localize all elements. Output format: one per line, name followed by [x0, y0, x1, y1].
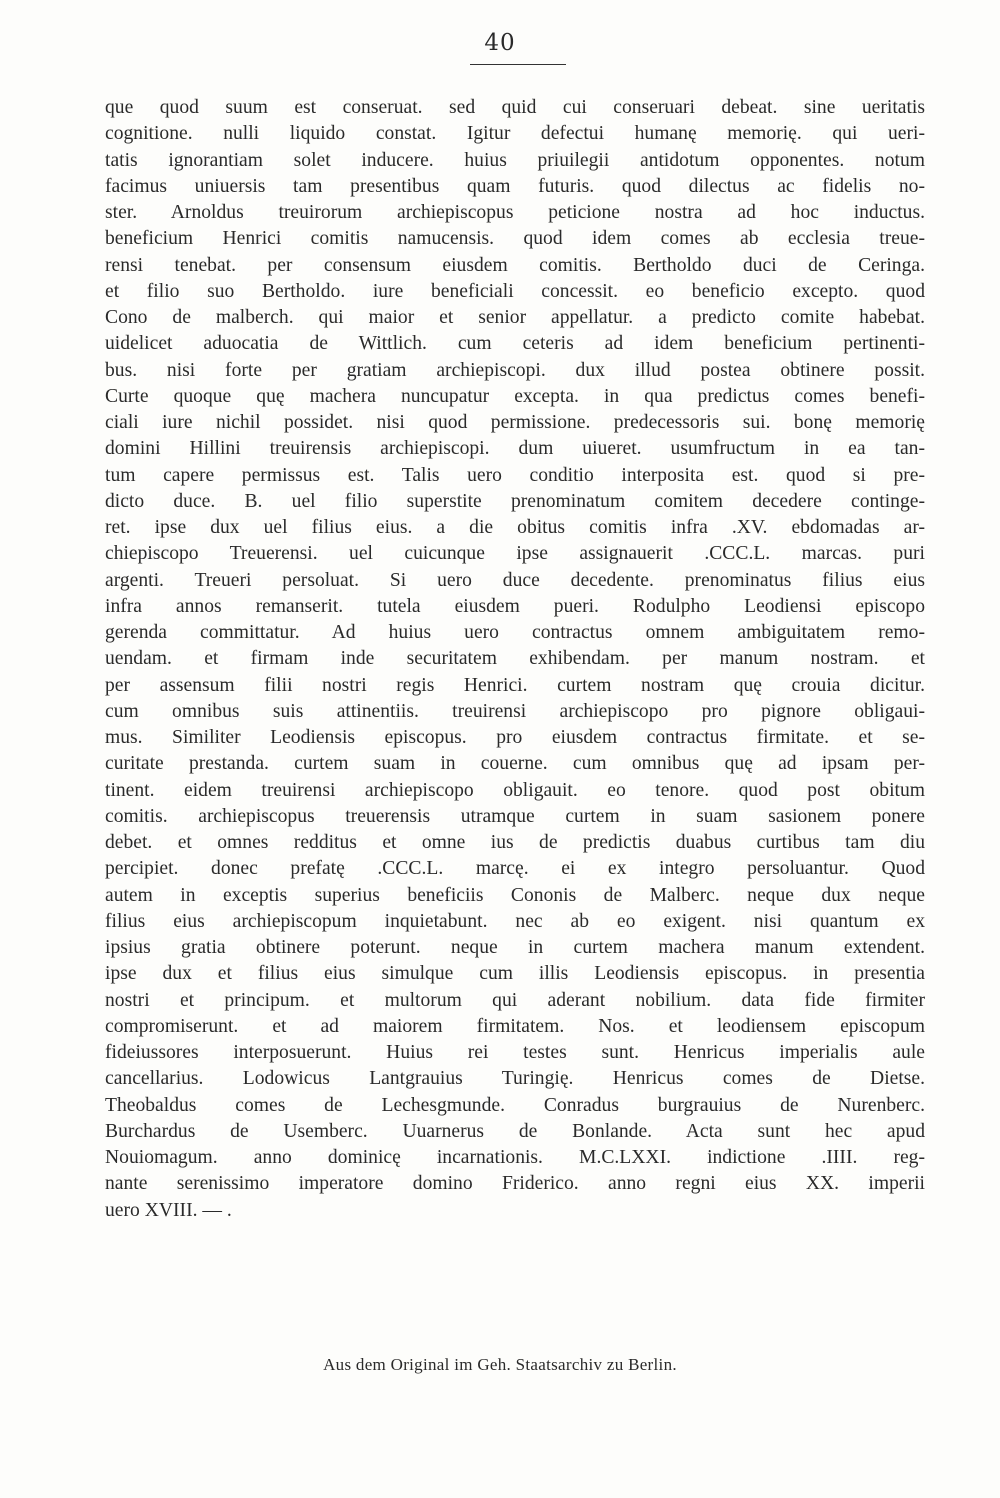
text-line: Burchardus de Usemberc. Uuarnerus de Bonlande. Acta sunt hec apud: [105, 1120, 925, 1142]
text-line: uidelicet aduocatia de Wittlich. cum ceteris ad idem beneficium pertinenti-: [105, 333, 925, 355]
text-line: cancellarius. Lodowicus Lantgrauius Turingię. Henricus comes de Dietse.: [105, 1068, 925, 1090]
text-line: tatis ignorantiam solet inducere. huius priuilegii antidotum opponentes. notum: [105, 149, 925, 171]
header-rule: [470, 64, 566, 65]
text-line: curitate prestanda. curtem suam in couerne. cum omnibus quę ad ipsam per-: [105, 753, 925, 775]
text-line: uendam. et firmam inde securitatem exhibendam. per manum nostram. et: [105, 648, 925, 670]
text-line: Nouiomagum. anno dominicę incarnationis. M.C.LXXI. indictione .IIII. reg-: [105, 1147, 925, 1168]
text-line: tum capere permissus est. Talis uero conditio interposita est. quod si pre-: [105, 464, 925, 486]
text-line: ciali iure nichil possidet. nisi quod permissione. predecessoris sui. bonę memorię: [105, 412, 925, 433]
text-line: et filio suo Bertholdo. iure beneficiali concessit. eo beneficio excepto. quod: [105, 280, 925, 302]
page-number: 40: [484, 30, 516, 56]
text-line: argenti. Treueri persoluat. Si uero duce decedente. prenominatus filius eius: [105, 569, 925, 591]
text-line: bus. nisi forte per gratiam archiepiscopi. dux illud postea obtinere possit.: [105, 359, 925, 381]
text-line: filius eius archiepiscopum inquietabunt. nec ab eo exigent. nisi quantum ex: [105, 910, 925, 932]
text-line: gerenda committatur. Ad huius uero contractus omnem ambiguitatem remo-: [105, 622, 925, 643]
text-line: domini Hillini treuirensis archiepiscopi. dum uiueret. usumfructum in ea tan-: [105, 438, 925, 460]
charter-text: [105, 95, 925, 1224]
text-line: cognitione. nulli liquido constat. Igitur defectui humanę memorię. qui ueri-: [105, 123, 925, 145]
text-line: mus. Similiter Leodiensis episcopus. pro eiusdem contractus firmitate. et se-: [105, 727, 925, 748]
text-line: nostri et principum. et multorum qui aderant nobilium. data fide firmiter: [105, 989, 925, 1011]
text-line: uero XVIII. — .: [105, 1199, 232, 1221]
text-line: que quod suum est conseruat. sed quid cui conseruari debeat. sine ueritatis: [105, 97, 925, 118]
text-line: dicto duce. B. uel filio superstite prenominatum comitem decedere continge-: [105, 490, 925, 512]
text-line: facimus uniuersis tam presentibus quam futuris. quod dilectus ac fidelis no-: [105, 175, 925, 197]
text-line: percipiet. donec prefatę .CCC.L. marcę. ei ex integro persoluantur. Quod: [105, 858, 925, 880]
text-line: cum omnibus suis attinentiis. treuirensi archiepiscopo pro pignore obligaui-: [105, 700, 925, 722]
text-line: Cono de malberch. qui maior et senior appellatur. a predicto comite habebat.: [105, 307, 925, 328]
text-line: Theobaldus comes de Lechesgmunde. Conradus burgrauius de Nurenberc.: [105, 1094, 925, 1116]
text-line: beneficium Henrici comitis namucensis. quod idem comes ab ecclesia treue-: [105, 228, 925, 250]
text-line: ipse dux et filius eius simulque cum illis Leodiensis episcopus. in presentia: [105, 963, 925, 985]
text-line: fideiussores interposuerunt. Huius rei testes sunt. Henricus imperialis aule: [105, 1042, 925, 1063]
text-line: tinent. eidem treuirensi archiepiscopo obligauit. eo tenore. quod post obitum: [105, 779, 925, 801]
text-line: ipsius gratia obtinere poterunt. neque in curtem machera manum extendent.: [105, 937, 925, 958]
text-line: comitis. archiepiscopus treuerensis utramque curtem in suam sasionem ponere: [105, 805, 925, 827]
text-line: autem in exceptis superius beneficiis Cononis de Malberc. neque dux neque: [105, 884, 925, 906]
text-line: rensi tenebat. per consensum eiusdem comitis. Bertholdo duci de Ceringa.: [105, 254, 925, 276]
text-line: chiepiscopo Treuerensi. uel cuicunque ipse assignauerit .CCC.L. marcas. puri: [105, 543, 925, 565]
text-line: debet. et omnes redditus et omne ius de predictis duabus curtibus tam diu: [105, 832, 925, 853]
source-note: Aus dem Original im Geh. Staatsarchiv zu Berlin.: [323, 1355, 677, 1374]
text-line: nante serenissimo imperatore domino Friderico. anno regni eius XX. imperii: [105, 1173, 925, 1195]
text-line: ret. ipse dux uel filius eius. a die obitus comitis infra .XV. ebdomadas ar-: [105, 517, 925, 538]
text-line: infra annos remanserit. tutela eiusdem pueri. Rodulpho Leodiensi episcopo: [105, 595, 925, 617]
text-line: Curte quoque quę machera nuncupatur excepta. in qua predictus comes benefi-: [105, 385, 925, 407]
text-line: per assensum filii nostri regis Henrici. curtem nostram quę crouia dicitur.: [105, 674, 925, 696]
text-line: ster. Arnoldus treuirorum archiepiscopus peticione nostra ad hoc inductus.: [105, 202, 925, 223]
text-line: compromiserunt. et ad maiorem firmitatem. Nos. et leodiensem episcopum: [105, 1015, 925, 1037]
